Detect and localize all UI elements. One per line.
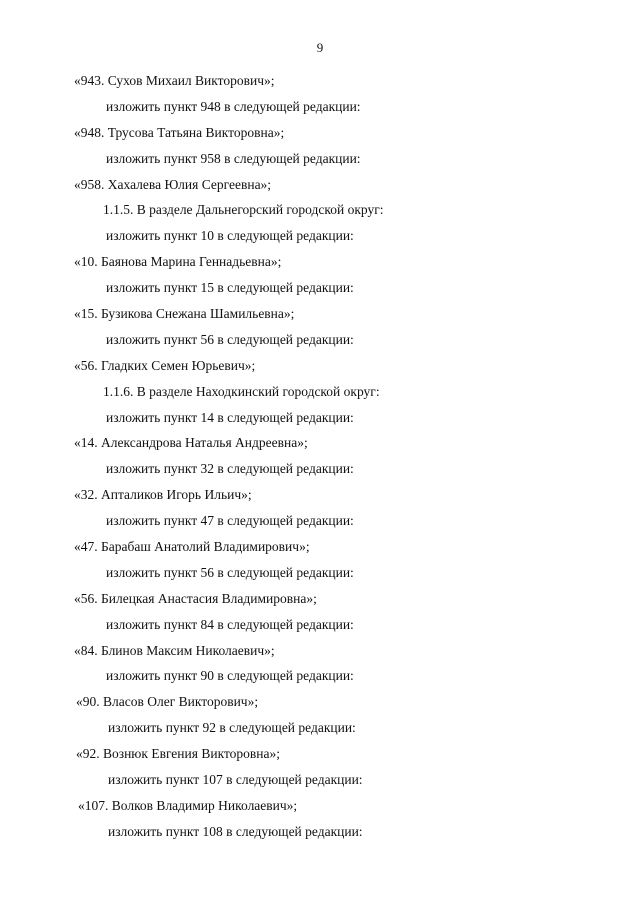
section-heading: 1.1.6. В разделе Находкинский городской округ: (103, 383, 380, 399)
list-entry: «14. Александрова Наталья Андреевна»; (74, 435, 308, 451)
section-heading: 1.1.5. В разделе Дальнегорский городской округ: (103, 202, 384, 218)
list-entry: «107. Волков Владимир Николаевич»; (78, 797, 298, 813)
list-entry: «15. Бузикова Снежана Шамильевна»; (74, 306, 295, 322)
amendment-instruction: изложить пункт 90 в следующей редакции: (106, 668, 354, 684)
list-entry: «56. Гладких Семен Юрьевич»; (74, 357, 256, 373)
amendment-instruction: изложить пункт 92 в следующей редакции: (108, 720, 356, 736)
list-entry: «56. Билецкая Анастасия Владимировна»; (74, 590, 317, 606)
amendment-instruction: изложить пункт 14 в следующей редакции: (106, 409, 354, 425)
list-entry: «84. Блинов Максим Николаевич»; (74, 642, 275, 658)
amendment-instruction: изложить пункт 84 в следующей редакции: (106, 616, 354, 632)
list-entry: «943. Сухов Михаил Викторович»; (74, 73, 275, 88)
amendment-instruction: изложить пункт 10 в следующей редакции: (106, 228, 354, 244)
amendment-instruction: изложить пункт 15 в следующей редакции: (106, 280, 354, 296)
amendment-instruction: изложить пункт 47 в следующей редакции: (106, 513, 354, 529)
list-entry: «32. Апталиков Игорь Ильич»; (74, 487, 252, 503)
list-entry: «948. Трусова Татьяна Викторовна»; (74, 124, 285, 140)
amendment-instruction: изложить пункт 56 в следующей редакции: (106, 331, 354, 347)
list-entry: «47. Барабаш Анатолий Владимирович»; (74, 539, 310, 555)
page-number: 9 (316, 40, 324, 55)
amendment-instruction: изложить пункт 56 в следующей редакции: (106, 564, 354, 580)
list-entry: «958. Хахалева Юлия Сергеевна»; (74, 176, 272, 192)
list-entry: «90. Власов Олег Викторович»; (76, 694, 259, 710)
amendment-instruction: изложить пункт 958 в следующей редакции: (106, 150, 361, 166)
amendment-instruction: изложить пункт 108 в следующей редакции: (108, 823, 363, 839)
list-entry: «10. Баянова Марина Геннадьевна»; (74, 254, 282, 270)
amendment-instruction: изложить пункт 107 в следующей редакции: (108, 772, 363, 788)
amendment-instruction: изложить пункт 32 в следующей редакции: (106, 461, 354, 477)
amendment-instruction: изложить пункт 948 в следующей редакции: (106, 98, 361, 114)
list-entry: «92. Вознюк Евгения Викторовна»; (76, 746, 281, 762)
document-body (0, 68, 640, 845)
